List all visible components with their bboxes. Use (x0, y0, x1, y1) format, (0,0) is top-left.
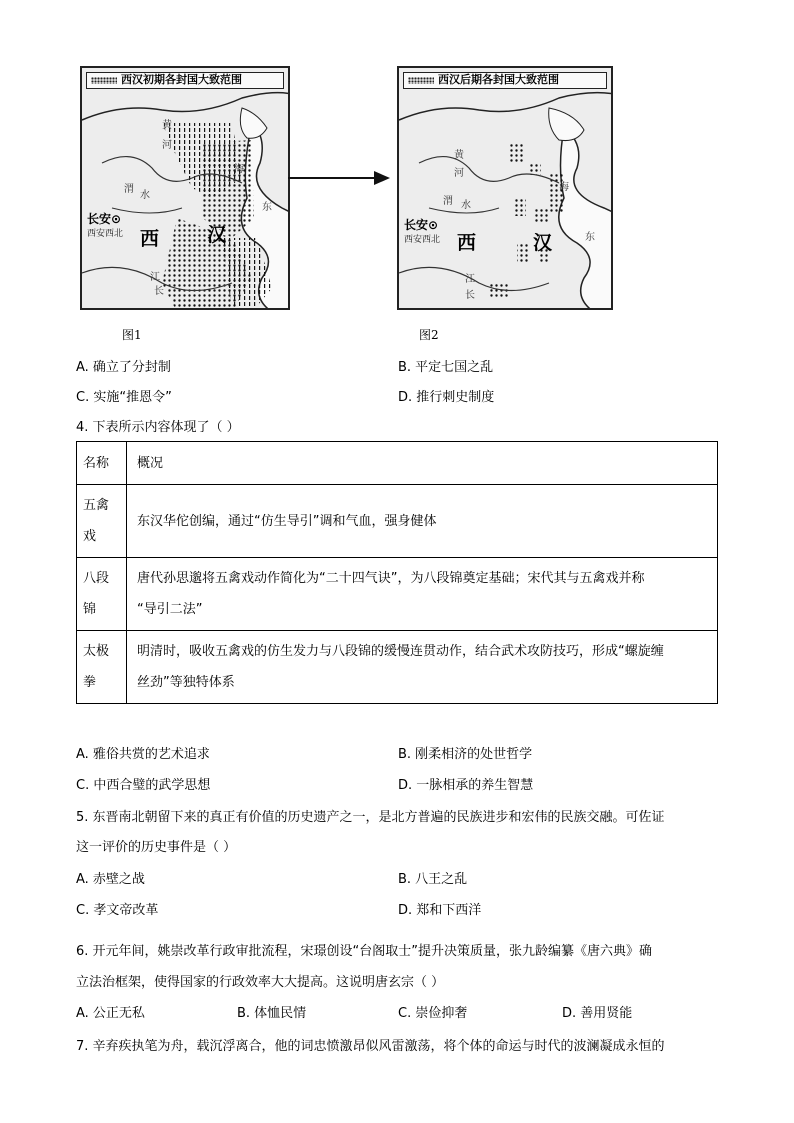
map-2-label: 水 (461, 200, 471, 211)
map-2-label: 渭 (443, 196, 453, 207)
map-1-label: 水 (140, 190, 150, 201)
q6-stem-line-2: 立法治框架，使得国家的行政效率大大提高。这说明唐玄宗（ ） (76, 975, 445, 990)
map-2-label: 河 (454, 168, 464, 179)
map-2-title (403, 72, 607, 89)
q4-option-c[interactable]: C. 中西合璧的武学思想 (76, 778, 211, 793)
map-1-label: 长 (154, 286, 164, 297)
q6-stem-line-1: 6. 开元年间，姚崇改革行政审批流程，宋璟创设“台阁取士”提升决策质量，张九龄编纂《唐六典》确 (76, 944, 653, 959)
desc-line: “导引二法” (137, 602, 203, 617)
capital-marker-icon: ⊙ (428, 218, 439, 232)
q3-option-c[interactable]: C. 实施“推恩令” (76, 390, 172, 405)
q6-option-b[interactable]: B. 体恤民情 (237, 1006, 307, 1021)
map-2-label: 江 (465, 274, 475, 285)
map-2-big-label: 汉 (533, 232, 553, 254)
map-1-big-label: 西 (140, 228, 160, 250)
map-1-capital (87, 210, 121, 227)
q3-option-d[interactable]: D. 推行刺史制度 (398, 390, 495, 405)
desc-line: 丝劲”等独特体系 (137, 675, 235, 690)
q6-option-c[interactable]: C. 崇俭抑奢 (398, 1006, 468, 1021)
q5-stem-line-1: 5. 东晋南北朝留下来的真正有价值的历史遗产之一，是北方普遍的民族进步和宏伟的民族交融。可佐证 (76, 810, 665, 825)
map-1-title-text: 西汉初期各封国大致范围 (121, 73, 242, 86)
map-2-label: 海 (559, 182, 569, 193)
table-cell-name (77, 631, 127, 704)
name-line: 五禽 (83, 498, 110, 513)
desc-line: 明清时，吸收五禽戏的仿生发力与八段锦的缓慢连贯动作，结合武术攻防技巧，形成“螺旋缠 (137, 644, 664, 659)
capital-marker-icon: ⊙ (111, 212, 122, 226)
map-2-capital (404, 216, 438, 233)
legend-dots-icon (91, 77, 117, 84)
q6-option-d[interactable]: D. 善用贤能 (562, 1006, 633, 1021)
map-1-label: 江 (150, 272, 160, 283)
name-line: 太极 (83, 644, 110, 659)
map-1-label: 黄 (162, 120, 172, 131)
q4-option-a[interactable]: A. 雅俗共赏的艺术追求 (76, 747, 210, 762)
q5-option-a[interactable]: A. 赤壁之战 (76, 872, 145, 887)
map-1-big-label: 汉 (207, 224, 227, 246)
q5-option-c[interactable]: C. 孝文帝改革 (76, 903, 159, 918)
capital-label: 长安 (404, 218, 429, 232)
table-row (77, 485, 718, 558)
map-2-label: 长 (465, 290, 475, 301)
map-2-label: 黄 (454, 150, 464, 161)
q4-stem: 4. 下表所示内容体现了（ ） (76, 420, 240, 435)
map-1-label: 河 (162, 140, 172, 151)
q5-option-d[interactable]: D. 郑和下西洋 (398, 903, 482, 918)
map-figure-1 (80, 66, 290, 310)
map-figure-2 (397, 66, 613, 310)
capital-label: 长安 (87, 212, 112, 226)
map-1-label: 东 (262, 202, 272, 213)
table-row (77, 558, 718, 631)
desc-line: 唐代孙思邈将五禽戏动作简化为“二十四气诀”，为八段锦奠定基础；宋代其与五禽戏并称 (137, 571, 645, 586)
table-cell-desc (127, 558, 718, 631)
map-1-label: 渭 (124, 184, 134, 195)
desc-line: 东汉华佗创编，通过“仿生导引”调和气血，强身健体 (137, 513, 437, 529)
map-2-big-label: 西 (457, 232, 477, 254)
table-header-desc: 概况 (127, 442, 718, 485)
map-1-drawing (82, 68, 290, 310)
q5-option-b[interactable]: B. 八王之乱 (398, 872, 468, 887)
legend-dots-icon (408, 77, 434, 84)
table-row (77, 631, 718, 704)
table-header-name: 名称 (77, 442, 127, 485)
map-2-capital-sub: 西安西北 (404, 235, 441, 245)
figure-2-caption: 图2 (419, 328, 439, 342)
map-1-label: 海 (234, 164, 244, 175)
table-header-row (77, 442, 718, 485)
table-cell-name (77, 558, 127, 631)
q4-table (76, 441, 718, 704)
table-cell-desc (127, 631, 718, 704)
map-2-drawing (399, 68, 613, 310)
map-2-title-text: 西汉后期各封国大致范围 (438, 73, 559, 86)
q6-option-a[interactable]: A. 公正无私 (76, 1006, 145, 1021)
q4-option-b[interactable]: B. 刚柔相济的处世哲学 (398, 747, 533, 762)
figure-1-caption: 图1 (122, 328, 142, 342)
name-line: 八段 (83, 571, 110, 586)
map-1-capital-sub: 西安西北 (87, 229, 124, 239)
q5-stem-line-2: 这一评价的历史事件是（ ） (76, 840, 237, 855)
q7-stem-line-1: 7. 辛弃疾执笔为舟，载沉浮离合，他的词忠愤激昂似风雷激荡，将个体的命运与时代的波澜凝成永恒的 (76, 1039, 665, 1054)
right-arrow-icon (288, 168, 392, 188)
map-1-title (86, 72, 284, 89)
name-line: 戏 (83, 529, 97, 544)
table-cell-desc (127, 485, 718, 558)
name-line: 锦 (83, 602, 97, 617)
table-cell-name (77, 485, 127, 558)
name-line: 拳 (83, 675, 97, 690)
q4-option-d[interactable]: D. 一脉相承的养生智慧 (398, 778, 534, 793)
q3-option-a[interactable]: A. 确立了分封制 (76, 360, 171, 375)
map-2-label: 东 (585, 232, 595, 243)
q3-option-b[interactable]: B. 平定七国之乱 (398, 360, 494, 375)
